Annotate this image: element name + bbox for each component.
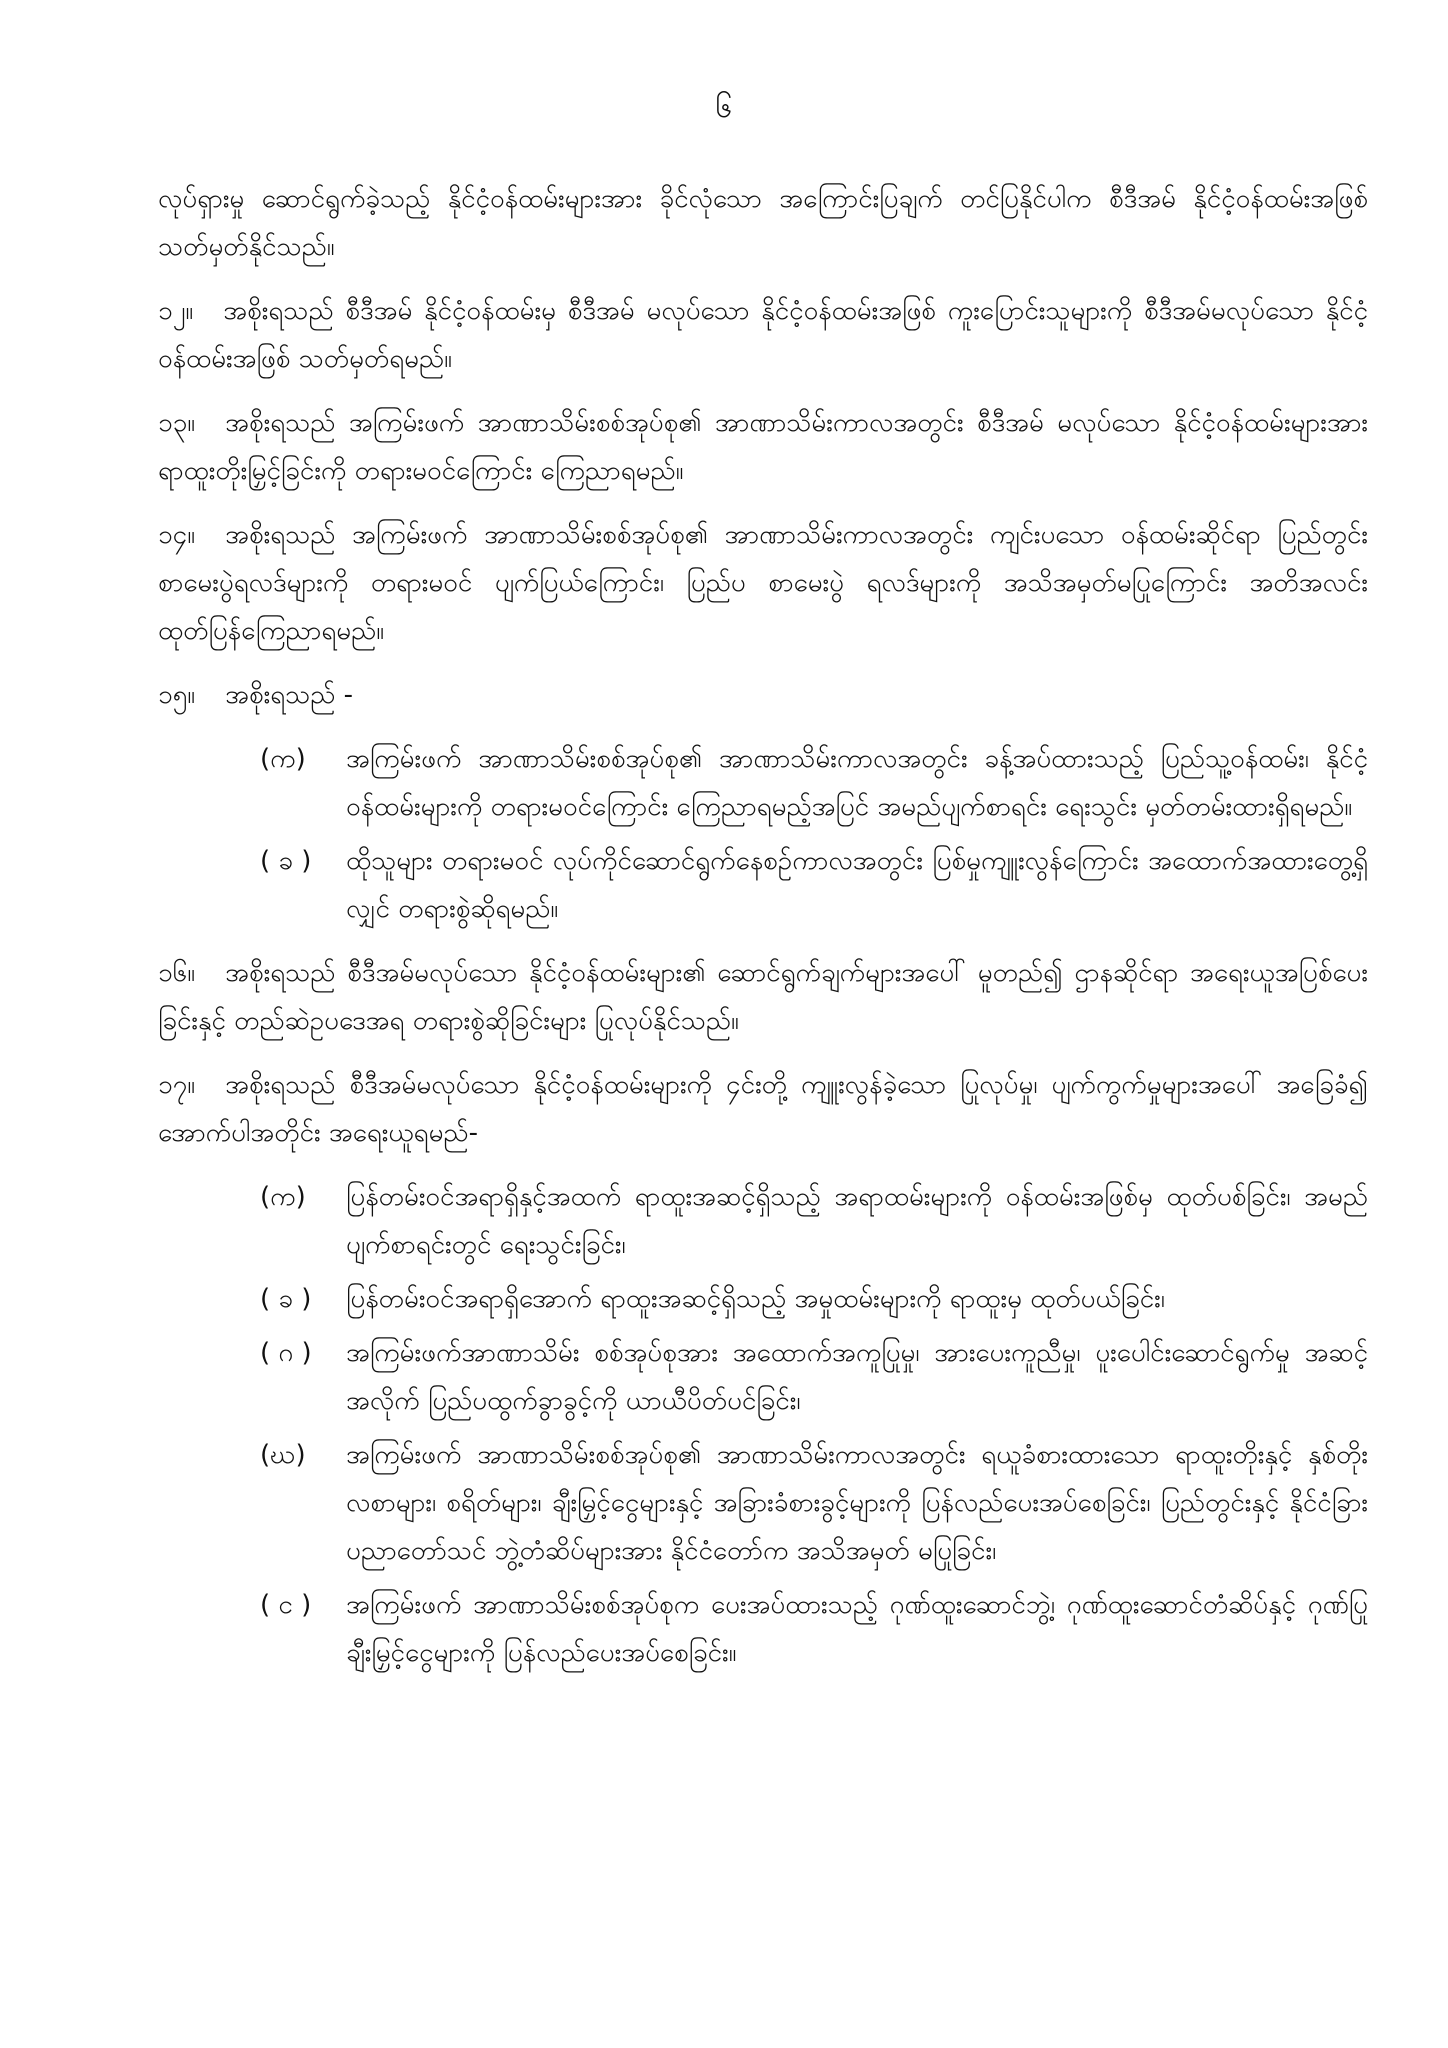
section-text: အစိုးရသည် စီဒီအမ်မလုပ်သော နိုင်ငံ့ဝန်ထမ်းများကို ၄င်းတို့ ကျူးလွန်ခဲ့သော ပြုလုပ်မှု၊ ပျက်ကွက်မှုများအပေါ် အခြေခံ၍ အောက်ပါအတိုင်း အရေးယူရမည်- (158, 1070, 1368, 1148)
item-label: (က) (260, 744, 306, 774)
list-item (158, 1431, 1368, 1575)
section-17 (158, 1061, 1368, 1157)
section-number: ၁၆။ (158, 958, 196, 988)
item-text: ထိုသူများ တရားမဝင် လုပ်ကိုင်ဆောင်ရွက်နေစဉ်ကာလအတွင်း ပြစ်မှုကျူးလွန်ကြောင်း အထောက်အထားတွေ့ရှိလျှင် တရားစွဲဆိုရမည်။ (346, 846, 1368, 924)
section-number: ၁၃။ (158, 408, 196, 438)
item-text: အကြမ်းဖက် အာဏာသိမ်းစစ်အုပ်စု၏ အာဏာသိမ်းကာလအတွင်း ခန့်အပ်ထားသည့် ပြည်သူ့ဝန်ထမ်း၊ နိုင်ငံ့ဝန်ထမ်းများကို တရားမဝင်ကြောင်း ကြေညာရမည့်အပြင် အမည်ပျက်စာရင်း ရေးသွင်း မှတ်တမ်းထားရှိရမည်။ (346, 744, 1368, 822)
item-label: (ဃ) (260, 1440, 306, 1470)
intro-paragraph: လုပ်ရှားမှု ဆောင်ရွက်ခဲ့သည့် နိုင်ငံ့ဝန်ထမ်းများအား ခိုင်လုံသော အကြောင်းပြချက် တင်ပြနိုင်ပါက စီဒီအမ် နိုင်ငံ့ဝန်ထမ်းအဖြစ် သတ်မှတ်နိုင်သည်။ (158, 184, 1368, 262)
section-13 (158, 399, 1368, 495)
section-14 (158, 511, 1368, 655)
item-text: အကြမ်းဖက်အာဏာသိမ်း စစ်အုပ်စုအား အထောက်အကူပြုမှု၊ အားပေးကူညီမှု၊ ပူးပေါင်းဆောင်ရွက်မှု အဆင့်အလိုက် ပြည်ပထွက်ခွာခွင့်ကို ယာယီပိတ်ပင်ခြင်း၊ (346, 1338, 1368, 1416)
section-number: ၁၂။ (158, 296, 194, 326)
section-16 (158, 949, 1368, 1045)
item-label: ( ခ ) (260, 1284, 312, 1314)
section-text: အစိုးရသည် အကြမ်းဖက် အာဏာသိမ်းစစ်အုပ်စု၏ အာဏာသိမ်းကာလအတွင်း စီဒီအမ် မလုပ်သော နိုင်ငံ့ဝန်ထမ်းများအား ရာထူးတိုးမြှင့်ခြင်းကို တရားမဝင်ကြောင်း ကြေညာရမည်။ (158, 408, 1368, 486)
section-17-items (158, 1173, 1368, 1677)
section-text: အစိုးရသည် စီဒီအမ်မလုပ်သော နိုင်ငံ့ဝန်ထမ်းများ၏ ဆောင်ရွက်ချက်များအပေါ် မူတည်၍ ဌာနဆိုင်ရာ အရေးယူအပြစ်ပေးခြင်းနှင့် တည်ဆဲဥပဒေအရ တရားစွဲဆိုခြင်းများ ပြုလုပ်နိုင်သည်။ (158, 958, 1368, 1036)
section-number: ၁၄။ (158, 520, 196, 550)
section-text: အစိုးရသည် - (225, 680, 354, 710)
list-item (158, 1275, 1368, 1323)
item-label: ( ခ ) (260, 846, 312, 876)
item-text: ပြန်တမ်းဝင်အရာရှိအောက် ရာထူးအဆင့်ရှိသည့် အမှုထမ်းများကို ရာထူးမှ ထုတ်ပယ်ခြင်း၊ (346, 1284, 1165, 1314)
list-item (158, 735, 1368, 831)
list-item (158, 837, 1368, 933)
list-item (158, 1329, 1368, 1425)
list-item (158, 1173, 1368, 1269)
item-label: ( ဂ ) (260, 1338, 312, 1368)
item-text: ပြန်တမ်းဝင်အရာရှိနှင့်အထက် ရာထူးအဆင့်ရှိသည့် အရာထမ်းများကို ဝန်ထမ်းအဖြစ်မှ ထုတ်ပစ်ခြင်း၊ အမည်ပျက်စာရင်းတွင် ရေးသွင်းခြင်း၊ (346, 1182, 1368, 1260)
item-text: အကြမ်းဖက် အာဏာသိမ်းစစ်အုပ်စုက ပေးအပ်ထားသည့် ဂုဏ်ထူးဆောင်ဘွဲ့၊ ဂုဏ်ထူးဆောင်တံဆိပ်နှင့် ဂုဏ်ပြုချီးမြှင့်ငွေများကို ပြန်လည်ပေးအပ်စေခြင်း။ (346, 1590, 1368, 1668)
item-label: (က) (260, 1182, 306, 1212)
section-number: ၁၅။ (158, 680, 196, 710)
page-number: ၆ (715, 90, 733, 125)
section-text: အစိုးရသည် စီဒီအမ် နိုင်ငံ့ဝန်ထမ်းမှ စီဒီအမ် မလုပ်သော နိုင်ငံ့ဝန်ထမ်းအဖြစ် ကူးပြောင်းသူများကို စီဒီအမ်မလုပ်သော နိုင်ငံ့ဝန်ထမ်းအဖြစ် သတ်မှတ်ရမည်။ (158, 296, 1368, 374)
section-number: ၁၇။ (158, 1070, 196, 1100)
item-text: အကြမ်းဖက် အာဏာသိမ်းစစ်အုပ်စု၏ အာဏာသိမ်းကာလအတွင်း ရယူခံစားထားသော ရာထူးတိုးနှင့် နှစ်တိုး လစာများ၊ စရိတ်များ၊ ချီးမြှင့်ငွေများနှင့် အခြားခံစားခွင့်များကို ပြန်လည်ပေးအပ်စေခြင်း၊ ပြည်တွင်းနှင့် နိုင်ငံခြား ပညာတော်သင် ဘွဲ့တံဆိပ်များအား နိုင်ငံတော်က အသိအမှတ် မပြုခြင်း၊ (346, 1440, 1368, 1566)
item-label: ( င ) (260, 1590, 312, 1620)
section-15-items (158, 735, 1368, 933)
section-15 (158, 671, 1368, 719)
list-item (158, 1581, 1368, 1677)
section-text: အစိုးရသည် အကြမ်းဖက် အာဏာသိမ်းစစ်အုပ်စု၏ အာဏာသိမ်းကာလအတွင်း ကျင်းပသော ဝန်ထမ်းဆိုင်ရာ ပြည်တွင်း စာမေးပွဲရလဒ်များကို တရားမဝင် ပျက်ပြယ်ကြောင်း၊ ပြည်ပ စာမေးပွဲ ရလဒ်များကို အသိအမှတ်မပြုကြောင်း အတိအလင်း ထုတ်ပြန်ကြေညာရမည်။ (158, 520, 1368, 646)
document-body (158, 175, 1368, 1693)
section-12 (158, 287, 1368, 383)
